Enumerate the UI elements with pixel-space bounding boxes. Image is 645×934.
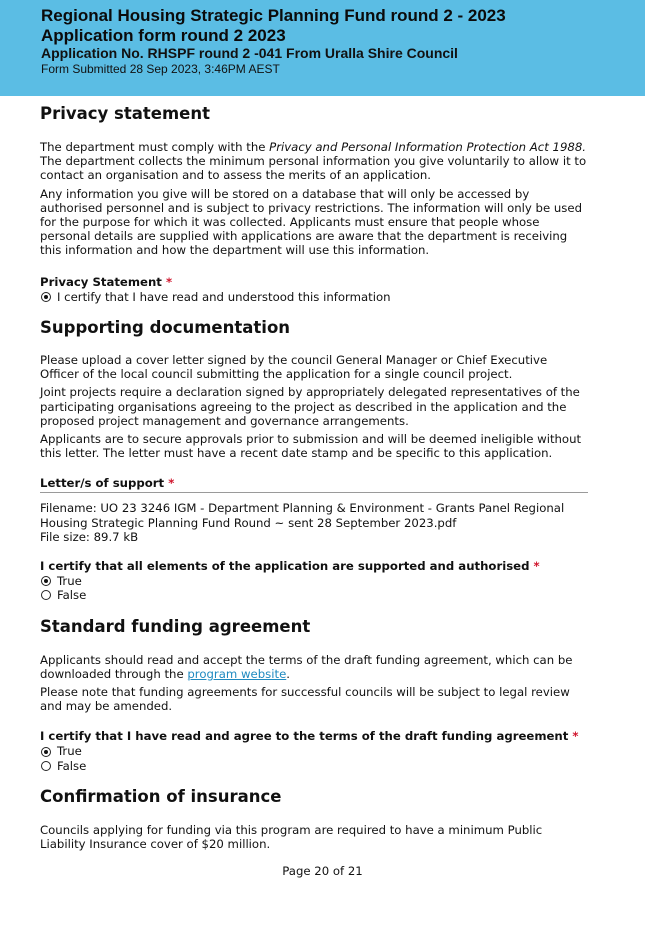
option-false-label: False bbox=[57, 758, 87, 773]
funding-paragraph-2: Please note that funding agreements for successful councils will be subject to legal review and may be amended. bbox=[40, 684, 570, 714]
funding-agreement-label bbox=[40, 729, 588, 744]
privacy-para1-rest: The department collects the minimum personal information you give voluntarily to allow it to contact an organisation and to assess the merits of an application. bbox=[40, 154, 587, 183]
form-title-line2: Application form round 2 2023 bbox=[41, 26, 286, 45]
option-true-label: True bbox=[57, 573, 82, 588]
supported-radio-false[interactable] bbox=[40, 588, 588, 602]
insurance-heading: Confirmation of insurance bbox=[40, 786, 282, 806]
supporting-paragraph-3: Applicants are to secure approvals prior to submission and will be deemed ineligible without this letter. The letter must have a recent date stamp and be specific to this application. bbox=[40, 431, 582, 461]
privacy-act-name: Privacy and Personal Information Protection Act 1988. bbox=[269, 140, 586, 154]
privacy-paragraph-1 bbox=[40, 140, 588, 183]
option-true-label: True bbox=[57, 744, 82, 759]
privacy-field-label bbox=[40, 275, 588, 290]
privacy-paragraph-2: Any information you give will be stored on a database that will only be accessed by authorised personnel and is subject to privacy restrictions. The information will only be used for the purpose for which it was collected. Applicants must ensure that people whose personal details are supplied with applications are aware that the department is receiving this information and how the department will use this information. bbox=[40, 186, 582, 258]
privacy-radio-option[interactable] bbox=[40, 290, 588, 304]
submitted-timestamp: Form Submitted 28 Sep 2023, 3:46PM AEST bbox=[41, 62, 280, 76]
option-false-label: False bbox=[57, 588, 87, 603]
supported-radio-true[interactable] bbox=[40, 574, 588, 588]
funding-radio-false[interactable] bbox=[40, 759, 588, 773]
attachment-filesize: File size: 89.7 kB bbox=[40, 529, 139, 544]
required-marker: * bbox=[572, 729, 579, 744]
letters-label-text: Letter/s of support bbox=[40, 476, 165, 491]
required-marker: * bbox=[165, 274, 173, 289]
application-number: Application No. RHSPF round 2 -041 From Uralla Shire Council bbox=[41, 45, 458, 61]
radio-unselected-icon[interactable] bbox=[41, 590, 51, 600]
radio-selected-icon[interactable] bbox=[41, 747, 51, 757]
supported-authorised-label bbox=[40, 559, 588, 574]
radio-selected-icon[interactable] bbox=[41, 292, 51, 302]
privacy-para1-text: The department must comply with the bbox=[40, 140, 270, 154]
funding-radio-true[interactable] bbox=[40, 744, 588, 758]
divider bbox=[40, 492, 588, 493]
funding-heading: Standard funding agreement bbox=[40, 616, 311, 636]
page-header bbox=[0, 0, 645, 96]
insurance-paragraph: Councils applying for funding via this program are required to have a minimum Public Liability Insurance cover of $20 million. bbox=[40, 822, 543, 852]
form-title bbox=[41, 6, 506, 46]
radio-selected-icon[interactable] bbox=[41, 576, 51, 586]
page-number: Page 20 of 21 bbox=[282, 864, 363, 878]
funding-para1-text: Applicants should read and accept the terms of the draft funding agreement, which can be downloaded through the bbox=[40, 652, 573, 681]
form-title-line1: Regional Housing Strategic Planning Fund round 2 - 2023 bbox=[41, 6, 506, 25]
required-marker: * bbox=[168, 476, 175, 491]
supporting-heading: Supporting documentation bbox=[40, 317, 291, 337]
program-website-link[interactable]: program website bbox=[187, 666, 287, 681]
funding-agreement-label-text: I certify that I have read and agree to the terms of the draft funding agreement bbox=[40, 729, 569, 744]
funding-para1-end: . bbox=[286, 666, 290, 681]
privacy-option-label: I certify that I have read and understood this information bbox=[57, 289, 391, 304]
required-marker: * bbox=[533, 558, 540, 573]
supported-authorised-label-text: I certify that all elements of the application are supported and authorised bbox=[40, 558, 530, 573]
funding-paragraph-1 bbox=[40, 653, 588, 681]
privacy-field-label-text: Privacy Statement bbox=[40, 274, 162, 289]
attachment-filename[interactable]: Filename: UO 23 3246 IGM - Department Planning & Environment - Grants Panel Regional Housing Strategic Planning Fund Round ~ sent 28 September 2023.pdf bbox=[40, 501, 565, 530]
radio-unselected-icon[interactable] bbox=[41, 761, 51, 771]
letters-field-label bbox=[40, 476, 588, 491]
supporting-paragraph-2: Joint projects require a declaration signed by appropriately delegated representatives of the participating organisations agreeing to the project as described in the application and the proposed project management and governance arrangements. bbox=[40, 385, 580, 428]
supporting-paragraph-1: Please upload a cover letter signed by the council General Manager or Chief Executive Officer of the local council submitting the application for a single council project. bbox=[40, 352, 548, 382]
form-content bbox=[40, 103, 588, 851]
privacy-heading: Privacy statement bbox=[40, 104, 210, 123]
